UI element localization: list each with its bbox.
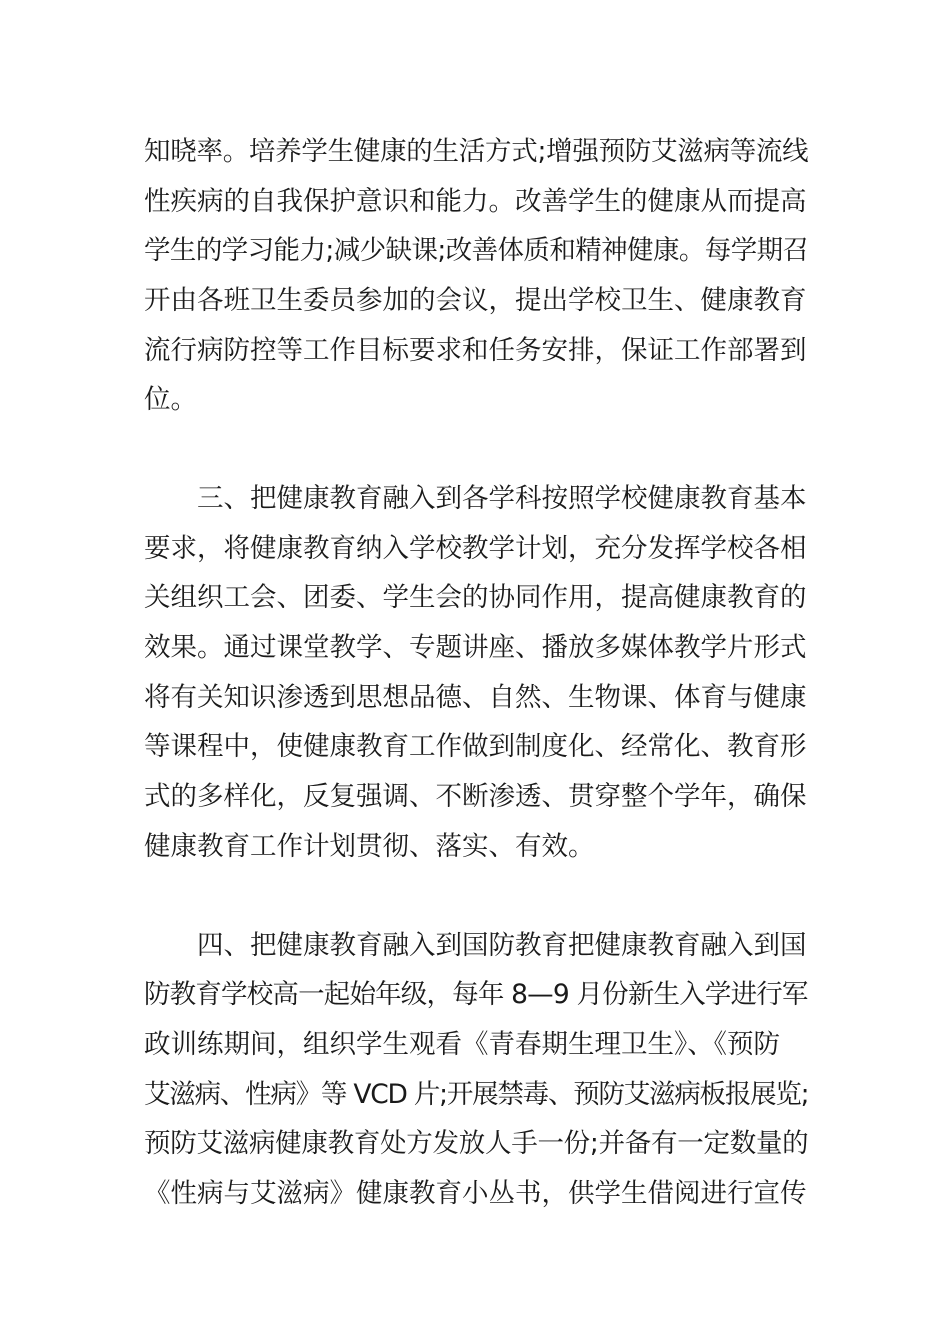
text-line: 式的多样化，反复强调、不断渗透、贯穿整个学年，确保	[144, 781, 807, 812]
text-line: 要求，将健康教育纳入学校教学计划，充分发挥学校各相	[144, 533, 807, 564]
text-line: 三、把健康教育融入到各学科按照学校健康教育基本	[197, 483, 807, 514]
text-line: 学生的学习能力;减少缺课;改善体质和精神健康。每学期召	[144, 235, 809, 266]
text-line: 预防艾滋病健康教育处方发放人手一份;并备有一定数量的	[144, 1128, 809, 1159]
text-line: 将有关知识渗透到思想品德、自然、生物课、体育与健康	[144, 682, 807, 713]
text-line: 开由各班卫生委员参加的会议，提出学校卫生、健康教育	[144, 285, 807, 316]
text-line: 《性病与艾滋病》健康教育小丛书，供学生借阅进行宣传	[144, 1178, 807, 1209]
text-line: 四、把健康教育融入到国防教育把健康教育融入到国	[197, 930, 807, 961]
text-line: 效果。通过课堂教学、专题讲座、播放多媒体教学片形式	[144, 632, 807, 663]
text-line: 艾滋病、性病》等 VCD 片;开展禁毒、预防艾滋病板报展览;	[144, 1079, 809, 1110]
text-line: 流行病防控等工作目标要求和任务安排，保证工作部署到	[144, 335, 807, 366]
text-line: 防教育学校高一起始年级，每年 8—9 月份新生入学进行军	[144, 979, 808, 1010]
text-line: 政训练期间，组织学生观看《青春期生理卫生》、《预防	[144, 1029, 780, 1060]
text-line: 健康教育工作计划贯彻、落实、有效。	[144, 831, 595, 862]
text-line: 性疾病的自我保护意识和能力。改善学生的健康从而提高	[144, 186, 807, 217]
text-line: 关组织工会、团委、学生会的协同作用，提高健康教育的	[144, 582, 807, 613]
text-line: 等课程中，使健康教育工作做到制度化、经常化、教育形	[144, 731, 807, 762]
text-line: 位。	[144, 384, 197, 415]
text-line: 知晓率。培养学生健康的生活方式;增强预防艾滋病等流线	[144, 136, 809, 167]
